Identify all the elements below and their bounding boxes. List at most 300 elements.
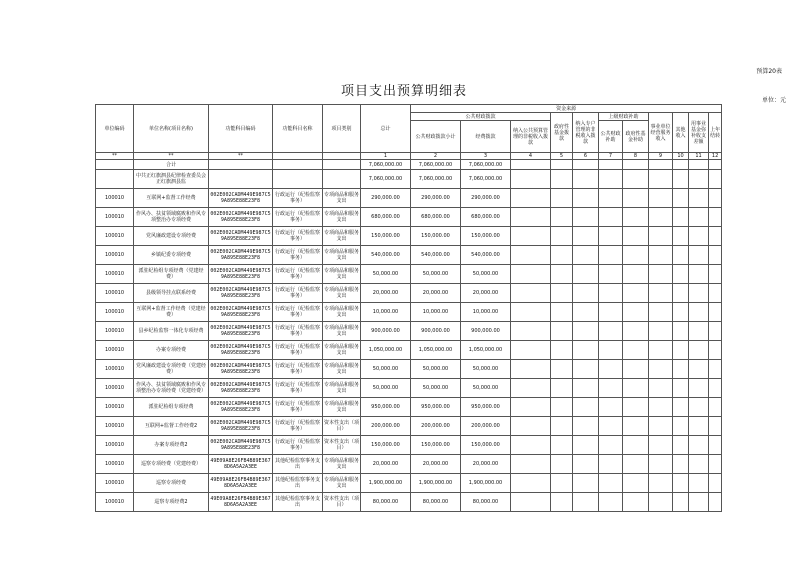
index-cell: 3	[461, 153, 511, 160]
empty-cell	[511, 417, 551, 436]
empty-cell	[623, 474, 649, 493]
cell-func-code: 49E09A8E26FB4B89E3678D6A5A2A3EE	[209, 474, 273, 493]
col-operating-fund: 经费拨款	[461, 121, 511, 153]
cell-total: 20,000.00	[361, 284, 411, 303]
empty-cell	[511, 284, 551, 303]
empty-cell	[623, 417, 649, 436]
cell-operating: 7,060,000.00	[461, 170, 511, 189]
cell-func-name: 其他纪检监察事务支出	[273, 455, 323, 474]
empty-cell	[689, 208, 709, 227]
empty-cell	[551, 398, 573, 417]
cell-func-code: 002E002CADM449E987C59A895E88E23F8	[209, 189, 273, 208]
empty-cell	[573, 493, 599, 512]
col-upper-subsidy: 上级财政补助	[599, 113, 649, 121]
index-cell: 10	[673, 153, 689, 160]
empty-cell	[551, 341, 573, 360]
empty-cell	[599, 360, 623, 379]
cell-total: 540,000.00	[361, 246, 411, 265]
empty-cell	[623, 455, 649, 474]
cell-project-type: 专项商品和服务支出	[323, 398, 361, 417]
cell-project-name: 巡察专项经费	[134, 474, 209, 493]
cell-subtotal: 900,000.00	[411, 322, 461, 341]
document-code: 预算20表	[756, 68, 782, 75]
empty-cell	[689, 455, 709, 474]
cell-func-code: 002E002CADM449E987C59A895E88E23F8	[209, 436, 273, 455]
empty-cell	[649, 265, 673, 284]
total-operating: 7,060,000.00	[461, 160, 511, 170]
table-row	[96, 284, 722, 303]
empty-cell	[623, 436, 649, 455]
empty-cell	[511, 398, 551, 417]
cell-func-code: 002E002CADM449E987C59A895E88E23F8	[209, 360, 273, 379]
cell-total: 50,000.00	[361, 265, 411, 284]
empty-cell	[709, 436, 722, 455]
cell-unit-code: 100010	[96, 379, 134, 398]
total-subtotal: 7,060,000.00	[411, 160, 461, 170]
cell-project-name: 派驻纪检组专项经费	[134, 398, 209, 417]
cell-func-name: 行政运行（纪检监察事务）	[273, 379, 323, 398]
empty-cell	[673, 341, 689, 360]
empty-cell	[573, 303, 599, 322]
cell-total: 150,000.00	[361, 227, 411, 246]
table-row	[96, 493, 722, 512]
cell-project-name: 互联网+监督工作经费	[134, 189, 209, 208]
cell-total: 80,000.00	[361, 493, 411, 512]
empty-cell	[709, 360, 722, 379]
empty-cell	[673, 227, 689, 246]
cell-project-name: 办案专项经费2	[134, 436, 209, 455]
index-cell: 2	[411, 153, 461, 160]
empty-cell	[673, 436, 689, 455]
empty-cell	[649, 170, 673, 189]
empty-cell	[623, 246, 649, 265]
cell-subtotal: 20,000.00	[411, 455, 461, 474]
empty-cell	[551, 436, 573, 455]
cell-func-name: 行政运行（纪检监察事务）	[273, 303, 323, 322]
cell-project-type: 专项商品和服务支出	[323, 455, 361, 474]
empty-cell	[709, 322, 722, 341]
empty-cell	[649, 208, 673, 227]
col-project-type: 项目类别	[323, 105, 361, 153]
empty-cell	[709, 493, 722, 512]
cell-subtotal: 540,000.00	[411, 246, 461, 265]
col-public-subtotal: 公共财政拨款小计	[411, 121, 461, 153]
total-row	[96, 160, 722, 170]
cell-func-name: 行政运行（纪检监察事务）	[273, 189, 323, 208]
col-public-fund: 公共财政拨款	[411, 113, 551, 121]
empty-cell	[689, 170, 709, 189]
cell-project-name: 中共正红旗泗县纪律检查委员会正红旗泗县监	[134, 170, 209, 189]
empty-cell	[689, 303, 709, 322]
empty-cell	[649, 436, 673, 455]
cell-project-name: 派驻纪检组专项经费（党建经费）	[134, 265, 209, 284]
empty-cell	[689, 322, 709, 341]
empty-cell	[573, 455, 599, 474]
cell-operating: 50,000.00	[461, 360, 511, 379]
empty-cell	[511, 455, 551, 474]
cell-func-name: 其他纪检监察事务支出	[273, 474, 323, 493]
col-total: 总计	[361, 105, 411, 153]
index-cell: **	[134, 153, 209, 160]
table-row	[96, 227, 722, 246]
empty-cell	[511, 379, 551, 398]
empty-cell	[623, 227, 649, 246]
cell-func-code: 002E002CADM449E987C59A895E88E23F8	[209, 303, 273, 322]
empty-cell	[511, 322, 551, 341]
empty-cell	[511, 189, 551, 208]
cell-subtotal: 10,000.00	[411, 303, 461, 322]
cell-total: 950,000.00	[361, 398, 411, 417]
empty-cell	[709, 170, 722, 189]
table-row	[96, 246, 722, 265]
empty-cell	[673, 265, 689, 284]
empty-cell	[649, 455, 673, 474]
col-prior-balance: 上年结转	[709, 113, 722, 153]
col-business-income: 事业单位经营服务收入	[649, 113, 673, 153]
cell-func-name: 行政运行（纪检监察事务）	[273, 265, 323, 284]
index-cell: 9	[649, 153, 673, 160]
empty-cell	[573, 322, 599, 341]
cell-func-name: 行政运行（纪检监察事务）	[273, 341, 323, 360]
empty-cell	[599, 322, 623, 341]
empty-cell	[551, 227, 573, 246]
cell-operating: 20,000.00	[461, 284, 511, 303]
cell-operating: 540,000.00	[461, 246, 511, 265]
cell-operating: 50,000.00	[461, 265, 511, 284]
cell-project-type: 专项商品和服务支出	[323, 189, 361, 208]
cell-total: 50,000.00	[361, 360, 411, 379]
cell-func-name: 行政运行（纪检监察事务）	[273, 398, 323, 417]
cell-project-name: 乡镇纪委专项经费	[134, 246, 209, 265]
empty-cell	[551, 265, 573, 284]
empty-cell	[623, 341, 649, 360]
col-unit-code: 单位编码	[96, 105, 134, 153]
empty-cell	[673, 284, 689, 303]
col-unit-name: 单位名称(项目名称)	[134, 105, 209, 153]
index-cell: 6	[573, 153, 599, 160]
cell-project-name: 党风廉政建设专项经费（党建经费）	[134, 360, 209, 379]
empty-cell	[649, 341, 673, 360]
empty-cell	[623, 322, 649, 341]
empty-cell	[599, 208, 623, 227]
empty-cell	[599, 303, 623, 322]
table-row	[96, 303, 722, 322]
cell-func-code	[209, 170, 273, 189]
cell-func-name: 行政运行（纪检监察事务）	[273, 417, 323, 436]
cell-func-name: 行政运行（纪检监察事务）	[273, 436, 323, 455]
col-other-income: 其他收入	[673, 113, 689, 153]
empty-cell	[511, 265, 551, 284]
currency-unit: 单位：元	[761, 97, 786, 104]
cell-project-type: 专项商品和服务支出	[323, 379, 361, 398]
empty-cell	[511, 303, 551, 322]
col-funding-source: 资金来源	[411, 105, 722, 113]
empty-cell	[511, 360, 551, 379]
empty-cell	[573, 436, 599, 455]
cell-total: 20,000.00	[361, 455, 411, 474]
cell-func-code: 49E09A8E26FB4B89E3678D6A5A2A3EE	[209, 493, 273, 512]
empty-cell	[689, 189, 709, 208]
cell-subtotal: 150,000.00	[411, 436, 461, 455]
empty-cell	[709, 398, 722, 417]
cell-total: 1,900,000.00	[361, 474, 411, 493]
empty-cell	[673, 474, 689, 493]
cell-func-code: 002E002CADM449E987C59A895E88E23F8	[209, 208, 273, 227]
cell-project-name: 作风办、扶贫领域腐败和作风专项整治办专项经费（党建经费）	[134, 379, 209, 398]
cell-subtotal: 20,000.00	[411, 284, 461, 303]
empty-cell	[551, 208, 573, 227]
cell-subtotal: 7,060,000.00	[411, 170, 461, 189]
empty-cell	[689, 417, 709, 436]
cell-func-code: 49E09A8E26FB4B89E3678D6A5A2A3EE	[209, 455, 273, 474]
empty-cell	[689, 265, 709, 284]
empty-cell	[673, 398, 689, 417]
cell-total: 1,050,000.00	[361, 341, 411, 360]
index-cell: 8	[623, 153, 649, 160]
cell-operating: 10,000.00	[461, 303, 511, 322]
cell-operating: 150,000.00	[461, 227, 511, 246]
table-row	[96, 265, 722, 284]
empty-cell	[599, 398, 623, 417]
cell-operating: 50,000.00	[461, 379, 511, 398]
cell-project-name: 县级领导挂点联系经费	[134, 284, 209, 303]
empty-cell	[551, 246, 573, 265]
index-row	[96, 153, 722, 160]
cell-project-type: 专项商品和服务支出	[323, 284, 361, 303]
cell-func-code: 002E002CADM449E987C59A895E88E23F8	[209, 246, 273, 265]
cell-unit-code: 100010	[96, 227, 134, 246]
empty-cell	[689, 474, 709, 493]
empty-cell	[511, 170, 551, 189]
cell-subtotal: 80,000.00	[411, 493, 461, 512]
empty-cell	[649, 474, 673, 493]
cell-project-name: 巡察专项经费2	[134, 493, 209, 512]
empty-cell	[689, 436, 709, 455]
cell-operating: 1,900,000.00	[461, 474, 511, 493]
empty-cell	[709, 455, 722, 474]
cell-subtotal: 1,900,000.00	[411, 474, 461, 493]
cell-project-type: 专项商品和服务支出	[323, 341, 361, 360]
cell-subtotal: 950,000.00	[411, 398, 461, 417]
empty-cell	[551, 284, 573, 303]
empty-cell	[599, 170, 623, 189]
empty-cell	[573, 170, 599, 189]
cell-unit-code: 100010	[96, 398, 134, 417]
cell-func-code: 002E002CADM449E987C59A895E88E23F8	[209, 341, 273, 360]
col-special-nontax: 纳入专户管理的非税收入拨款	[573, 113, 599, 153]
empty-cell	[649, 246, 673, 265]
empty-cell	[689, 493, 709, 512]
empty-cell	[599, 265, 623, 284]
cell-subtotal: 50,000.00	[411, 360, 461, 379]
table-row	[96, 322, 722, 341]
empty-cell	[673, 322, 689, 341]
cell-subtotal: 50,000.00	[411, 379, 461, 398]
empty-cell	[649, 189, 673, 208]
cell-operating: 680,000.00	[461, 208, 511, 227]
cell-subtotal: 290,000.00	[411, 189, 461, 208]
cell-func-name: 行政运行（纪检监察事务）	[273, 227, 323, 246]
cell-project-type	[323, 170, 361, 189]
cell-project-name: 党风廉政建设专项经费	[134, 227, 209, 246]
cell-project-type: 专项商品和服务支出	[323, 265, 361, 284]
empty-cell	[689, 284, 709, 303]
index-cell	[273, 153, 323, 160]
index-cell: **	[96, 153, 134, 160]
empty-cell	[573, 265, 599, 284]
cell-unit-code: 100010	[96, 436, 134, 455]
cell-func-name: 行政运行（纪检监察事务）	[273, 284, 323, 303]
table-row	[96, 436, 722, 455]
cell-total: 10,000.00	[361, 303, 411, 322]
empty-cell	[689, 341, 709, 360]
cell-func-code: 002E002CADM449E987C59A895E88E23F8	[209, 379, 273, 398]
cell-func-name: 其他纪检监察事务支出	[273, 493, 323, 512]
empty-cell	[673, 303, 689, 322]
cell-operating: 80,000.00	[461, 493, 511, 512]
empty-cell	[551, 379, 573, 398]
empty-cell	[551, 493, 573, 512]
cell-func-name: 行政运行（纪检监察事务）	[273, 322, 323, 341]
index-cell: 7	[599, 153, 623, 160]
table-row	[96, 170, 722, 189]
empty-cell	[709, 189, 722, 208]
empty-cell	[551, 303, 573, 322]
empty-cell	[649, 227, 673, 246]
cell-func-code: 002E002CADM449E987C59A895E88E23F8	[209, 398, 273, 417]
empty-cell	[673, 189, 689, 208]
table-row	[96, 189, 722, 208]
empty-cell	[673, 493, 689, 512]
empty-cell	[573, 284, 599, 303]
cell-func-name: 行政运行（纪检监察事务）	[273, 246, 323, 265]
cell-operating: 150,000.00	[461, 436, 511, 455]
cell-project-type: 资本性支出（项目）	[323, 417, 361, 436]
cell-unit-code: 100010	[96, 417, 134, 436]
cell-subtotal: 680,000.00	[411, 208, 461, 227]
empty-cell	[623, 303, 649, 322]
empty-cell	[673, 360, 689, 379]
cell-operating: 200,000.00	[461, 417, 511, 436]
empty-cell	[573, 208, 599, 227]
cell-operating: 950,000.00	[461, 398, 511, 417]
empty-cell	[599, 417, 623, 436]
empty-cell	[649, 284, 673, 303]
empty-cell	[599, 189, 623, 208]
col-gov-subsidy: 政府性基金补助	[623, 121, 649, 153]
empty-cell	[573, 398, 599, 417]
col-special-account: 纳入公共预算管理的非税收入拨款	[511, 121, 551, 153]
cell-func-code: 002E002CADM449E987C59A895E88E23F8	[209, 265, 273, 284]
empty-cell	[623, 189, 649, 208]
empty-cell	[673, 208, 689, 227]
col-public-subsidy: 公共财政补助	[599, 121, 623, 153]
empty-cell	[599, 246, 623, 265]
empty-cell	[599, 474, 623, 493]
cell-unit-code: 100010	[96, 360, 134, 379]
empty-cell	[673, 455, 689, 474]
cell-unit-code: 100010	[96, 189, 134, 208]
cell-operating: 20,000.00	[461, 455, 511, 474]
cell-unit-code: 100010	[96, 284, 134, 303]
empty-cell	[623, 265, 649, 284]
empty-cell	[623, 493, 649, 512]
cell-unit-code: 100010	[96, 208, 134, 227]
empty-cell	[689, 398, 709, 417]
table-row	[96, 455, 722, 474]
empty-cell	[709, 246, 722, 265]
cell-total: 290,000.00	[361, 189, 411, 208]
empty-cell	[709, 284, 722, 303]
cell-func-name	[273, 170, 323, 189]
cell-unit-code: 100010	[96, 322, 134, 341]
index-cell: 12	[709, 153, 722, 160]
page-title: 项目支出预算明细表	[340, 84, 467, 99]
table-row	[96, 360, 722, 379]
empty-cell	[573, 417, 599, 436]
empty-cell	[649, 322, 673, 341]
cell-func-code: 002E002CADM449E987C59A895E88E23F8	[209, 417, 273, 436]
empty-cell	[709, 417, 722, 436]
cell-project-type: 专项商品和服务支出	[323, 227, 361, 246]
table-row	[96, 341, 722, 360]
cell-total: 150,000.00	[361, 436, 411, 455]
empty-cell	[511, 493, 551, 512]
index-cell: 4	[511, 153, 551, 160]
empty-cell	[511, 227, 551, 246]
cell-unit-code: 100010	[96, 493, 134, 512]
cell-project-type: 资本性支出（项目）	[323, 436, 361, 455]
cell-unit-code: 100010	[96, 303, 134, 322]
cell-total: 50,000.00	[361, 379, 411, 398]
index-cell: 11	[689, 153, 709, 160]
empty-cell	[511, 341, 551, 360]
empty-cell	[573, 379, 599, 398]
table-row	[96, 417, 722, 436]
empty-cell	[709, 341, 722, 360]
empty-cell	[599, 493, 623, 512]
cell-project-name: 办案专项经费	[134, 341, 209, 360]
empty-cell	[649, 360, 673, 379]
empty-cell	[573, 474, 599, 493]
total-amount: 7,060,000.00	[361, 160, 411, 170]
empty-cell	[599, 341, 623, 360]
empty-cell	[551, 189, 573, 208]
cell-func-name: 行政运行（纪检监察事务）	[273, 360, 323, 379]
empty-cell	[511, 436, 551, 455]
cell-operating: 900,000.00	[461, 322, 511, 341]
table-row	[96, 379, 722, 398]
empty-cell	[511, 474, 551, 493]
empty-cell	[623, 170, 649, 189]
empty-cell	[551, 170, 573, 189]
empty-cell	[551, 417, 573, 436]
cell-project-name: 互联网+监督工作经费2	[134, 417, 209, 436]
empty-cell	[599, 379, 623, 398]
empty-cell	[649, 493, 673, 512]
cell-func-code: 002E002CADM449E987C59A895E88E23F8	[209, 322, 273, 341]
cell-func-code: 002E002CADM449E987C59A895E88E23F8	[209, 227, 273, 246]
cell-total: 200,000.00	[361, 417, 411, 436]
cell-operating: 1,050,000.00	[461, 341, 511, 360]
empty-cell	[511, 246, 551, 265]
empty-cell	[709, 474, 722, 493]
table-row	[96, 474, 722, 493]
empty-cell	[709, 227, 722, 246]
empty-cell	[623, 360, 649, 379]
empty-cell	[649, 303, 673, 322]
empty-cell	[573, 189, 599, 208]
